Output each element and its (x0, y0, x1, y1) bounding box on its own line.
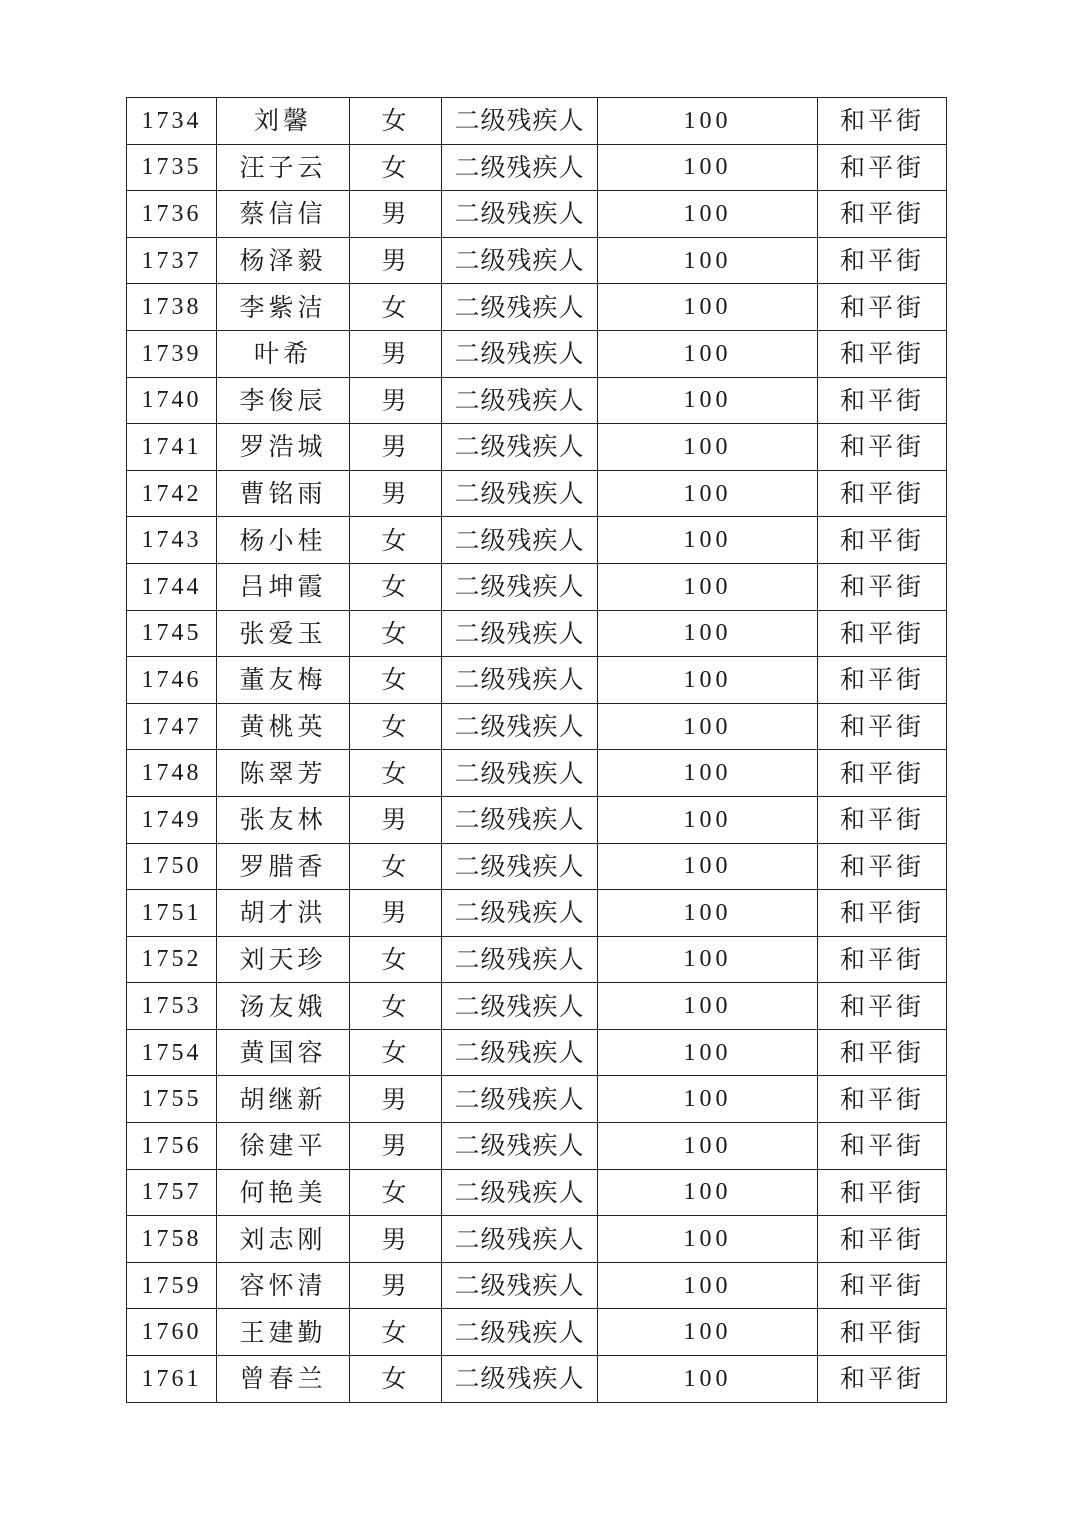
gender-cell: 男 (350, 237, 442, 284)
name-cell: 黄桃英 (217, 703, 350, 750)
amount-cell: 100 (598, 191, 818, 238)
gender-cell: 男 (350, 470, 442, 517)
amount-cell: 100 (598, 1029, 818, 1076)
row-number-cell: 1746 (127, 657, 217, 704)
name-cell: 杨泽毅 (217, 237, 350, 284)
row-number-cell: 1752 (127, 936, 217, 983)
disability-category-cell: 二级残疾人 (442, 1216, 598, 1263)
gender-cell: 女 (350, 1309, 442, 1356)
street-cell: 和平街 (818, 1029, 947, 1076)
name-cell: 董友梅 (217, 657, 350, 704)
disability-category-cell: 二级残疾人 (442, 843, 598, 890)
table-row (127, 1309, 947, 1356)
amount-cell: 100 (598, 563, 818, 610)
disability-category-cell: 二级残疾人 (442, 936, 598, 983)
amount-cell: 100 (598, 98, 818, 145)
table-row (127, 936, 947, 983)
name-cell: 容怀清 (217, 1262, 350, 1309)
name-cell: 吕坤霞 (217, 563, 350, 610)
amount-cell: 100 (598, 470, 818, 517)
street-cell: 和平街 (818, 1169, 947, 1216)
name-cell: 王建勤 (217, 1309, 350, 1356)
name-cell: 胡才洪 (217, 890, 350, 937)
row-number-cell: 1756 (127, 1123, 217, 1170)
gender-cell: 男 (350, 1216, 442, 1263)
disability-category-cell: 二级残疾人 (442, 1262, 598, 1309)
disability-category-cell: 二级残疾人 (442, 703, 598, 750)
name-cell: 蔡信信 (217, 191, 350, 238)
street-cell: 和平街 (818, 750, 947, 797)
street-cell: 和平街 (818, 890, 947, 937)
disability-category-cell: 二级残疾人 (442, 517, 598, 564)
amount-cell: 100 (598, 330, 818, 377)
gender-cell: 女 (350, 1169, 442, 1216)
disability-category-cell: 二级残疾人 (442, 144, 598, 191)
name-cell: 曾春兰 (217, 1356, 350, 1403)
street-cell: 和平街 (818, 1356, 947, 1403)
table-row (127, 284, 947, 331)
amount-cell: 100 (598, 237, 818, 284)
table-row (127, 1123, 947, 1170)
name-cell: 罗腊香 (217, 843, 350, 890)
disability-category-cell: 二级残疾人 (442, 890, 598, 937)
row-number-cell: 1761 (127, 1356, 217, 1403)
street-cell: 和平街 (818, 1309, 947, 1356)
street-cell: 和平街 (818, 470, 947, 517)
table-row (127, 470, 947, 517)
row-number-cell: 1755 (127, 1076, 217, 1123)
table-row (127, 657, 947, 704)
street-cell: 和平街 (818, 144, 947, 191)
street-cell: 和平街 (818, 563, 947, 610)
row-number-cell: 1734 (127, 98, 217, 145)
table-row (127, 330, 947, 377)
amount-cell: 100 (598, 657, 818, 704)
street-cell: 和平街 (818, 983, 947, 1030)
gender-cell: 女 (350, 144, 442, 191)
table-row (127, 237, 947, 284)
street-cell: 和平街 (818, 1123, 947, 1170)
amount-cell: 100 (598, 1076, 818, 1123)
table-row (127, 610, 947, 657)
disability-category-cell: 二级残疾人 (442, 98, 598, 145)
gender-cell: 女 (350, 843, 442, 890)
street-cell: 和平街 (818, 843, 947, 890)
table-row (127, 98, 947, 145)
amount-cell: 100 (598, 284, 818, 331)
disability-category-cell: 二级残疾人 (442, 1029, 598, 1076)
amount-cell: 100 (598, 983, 818, 1030)
row-number-cell: 1747 (127, 703, 217, 750)
row-number-cell: 1757 (127, 1169, 217, 1216)
gender-cell: 女 (350, 1356, 442, 1403)
row-number-cell: 1750 (127, 843, 217, 890)
row-number-cell: 1740 (127, 377, 217, 424)
row-number-cell: 1754 (127, 1029, 217, 1076)
table-row (127, 750, 947, 797)
amount-cell: 100 (598, 936, 818, 983)
gender-cell: 男 (350, 890, 442, 937)
row-number-cell: 1743 (127, 517, 217, 564)
table-row (127, 517, 947, 564)
disability-category-cell: 二级残疾人 (442, 1076, 598, 1123)
amount-cell: 100 (598, 144, 818, 191)
gender-cell: 女 (350, 1029, 442, 1076)
name-cell: 刘天珍 (217, 936, 350, 983)
disability-category-cell: 二级残疾人 (442, 377, 598, 424)
name-cell: 罗浩城 (217, 424, 350, 471)
disability-category-cell: 二级残疾人 (442, 750, 598, 797)
gender-cell: 男 (350, 1076, 442, 1123)
street-cell: 和平街 (818, 936, 947, 983)
table-row (127, 1262, 947, 1309)
row-number-cell: 1759 (127, 1262, 217, 1309)
name-cell: 何艳美 (217, 1169, 350, 1216)
row-number-cell: 1751 (127, 890, 217, 937)
name-cell: 张友林 (217, 796, 350, 843)
row-number-cell: 1738 (127, 284, 217, 331)
amount-cell: 100 (598, 703, 818, 750)
amount-cell: 100 (598, 1262, 818, 1309)
row-number-cell: 1735 (127, 144, 217, 191)
gender-cell: 女 (350, 610, 442, 657)
disability-category-cell: 二级残疾人 (442, 1123, 598, 1170)
row-number-cell: 1739 (127, 330, 217, 377)
row-number-cell: 1758 (127, 1216, 217, 1263)
roster-table-body (127, 98, 947, 1403)
street-cell: 和平街 (818, 703, 947, 750)
amount-cell: 100 (598, 377, 818, 424)
gender-cell: 女 (350, 657, 442, 704)
name-cell: 李俊辰 (217, 377, 350, 424)
table-row (127, 563, 947, 610)
amount-cell: 100 (598, 1123, 818, 1170)
gender-cell: 女 (350, 563, 442, 610)
row-number-cell: 1749 (127, 796, 217, 843)
table-row (127, 1169, 947, 1216)
table-row (127, 796, 947, 843)
disability-category-cell: 二级残疾人 (442, 284, 598, 331)
street-cell: 和平街 (818, 377, 947, 424)
table-row (127, 191, 947, 238)
gender-cell: 女 (350, 98, 442, 145)
disability-category-cell: 二级残疾人 (442, 424, 598, 471)
disability-category-cell: 二级残疾人 (442, 563, 598, 610)
street-cell: 和平街 (818, 517, 947, 564)
name-cell: 陈翠芳 (217, 750, 350, 797)
name-cell: 汤友娥 (217, 983, 350, 1030)
amount-cell: 100 (598, 1216, 818, 1263)
name-cell: 杨小桂 (217, 517, 350, 564)
gender-cell: 男 (350, 424, 442, 471)
street-cell: 和平街 (818, 1262, 947, 1309)
disability-category-cell: 二级残疾人 (442, 470, 598, 517)
gender-cell: 女 (350, 983, 442, 1030)
amount-cell: 100 (598, 843, 818, 890)
gender-cell: 男 (350, 377, 442, 424)
street-cell: 和平街 (818, 424, 947, 471)
row-number-cell: 1741 (127, 424, 217, 471)
street-cell: 和平街 (818, 1076, 947, 1123)
gender-cell: 女 (350, 703, 442, 750)
amount-cell: 100 (598, 610, 818, 657)
gender-cell: 男 (350, 796, 442, 843)
name-cell: 汪子云 (217, 144, 350, 191)
name-cell: 张爱玉 (217, 610, 350, 657)
row-number-cell: 1745 (127, 610, 217, 657)
street-cell: 和平街 (818, 98, 947, 145)
row-number-cell: 1744 (127, 563, 217, 610)
name-cell: 李紫洁 (217, 284, 350, 331)
table-row (127, 703, 947, 750)
amount-cell: 100 (598, 1169, 818, 1216)
table-row (127, 1029, 947, 1076)
name-cell: 叶希 (217, 330, 350, 377)
amount-cell: 100 (598, 750, 818, 797)
disability-category-cell: 二级残疾人 (442, 657, 598, 704)
gender-cell: 女 (350, 284, 442, 331)
table-row (127, 144, 947, 191)
disability-category-cell: 二级残疾人 (442, 1309, 598, 1356)
table-row (127, 424, 947, 471)
amount-cell: 100 (598, 890, 818, 937)
row-number-cell: 1753 (127, 983, 217, 1030)
amount-cell: 100 (598, 796, 818, 843)
name-cell: 刘志刚 (217, 1216, 350, 1263)
disability-category-cell: 二级残疾人 (442, 610, 598, 657)
gender-cell: 女 (350, 517, 442, 564)
gender-cell: 男 (350, 330, 442, 377)
table-row (127, 890, 947, 937)
amount-cell: 100 (598, 424, 818, 471)
amount-cell: 100 (598, 517, 818, 564)
table-row (127, 843, 947, 890)
street-cell: 和平街 (818, 330, 947, 377)
street-cell: 和平街 (818, 237, 947, 284)
roster-table (126, 97, 947, 1403)
disability-category-cell: 二级残疾人 (442, 796, 598, 843)
disability-category-cell: 二级残疾人 (442, 983, 598, 1030)
name-cell: 黄国容 (217, 1029, 350, 1076)
table-row (127, 377, 947, 424)
disability-category-cell: 二级残疾人 (442, 1356, 598, 1403)
row-number-cell: 1737 (127, 237, 217, 284)
name-cell: 胡继新 (217, 1076, 350, 1123)
row-number-cell: 1748 (127, 750, 217, 797)
street-cell: 和平街 (818, 610, 947, 657)
table-row (127, 1356, 947, 1403)
disability-category-cell: 二级残疾人 (442, 330, 598, 377)
disability-category-cell: 二级残疾人 (442, 237, 598, 284)
row-number-cell: 1760 (127, 1309, 217, 1356)
table-row (127, 1216, 947, 1263)
street-cell: 和平街 (818, 191, 947, 238)
gender-cell: 男 (350, 1262, 442, 1309)
amount-cell: 100 (598, 1309, 818, 1356)
street-cell: 和平街 (818, 657, 947, 704)
disability-category-cell: 二级残疾人 (442, 191, 598, 238)
disability-category-cell: 二级残疾人 (442, 1169, 598, 1216)
name-cell: 徐建平 (217, 1123, 350, 1170)
table-row (127, 983, 947, 1030)
gender-cell: 女 (350, 936, 442, 983)
gender-cell: 男 (350, 1123, 442, 1170)
table-row (127, 1076, 947, 1123)
gender-cell: 男 (350, 191, 442, 238)
street-cell: 和平街 (818, 1216, 947, 1263)
street-cell: 和平街 (818, 796, 947, 843)
row-number-cell: 1736 (127, 191, 217, 238)
name-cell: 刘馨 (217, 98, 350, 145)
amount-cell: 100 (598, 1356, 818, 1403)
name-cell: 曹铭雨 (217, 470, 350, 517)
row-number-cell: 1742 (127, 470, 217, 517)
street-cell: 和平街 (818, 284, 947, 331)
gender-cell: 女 (350, 750, 442, 797)
